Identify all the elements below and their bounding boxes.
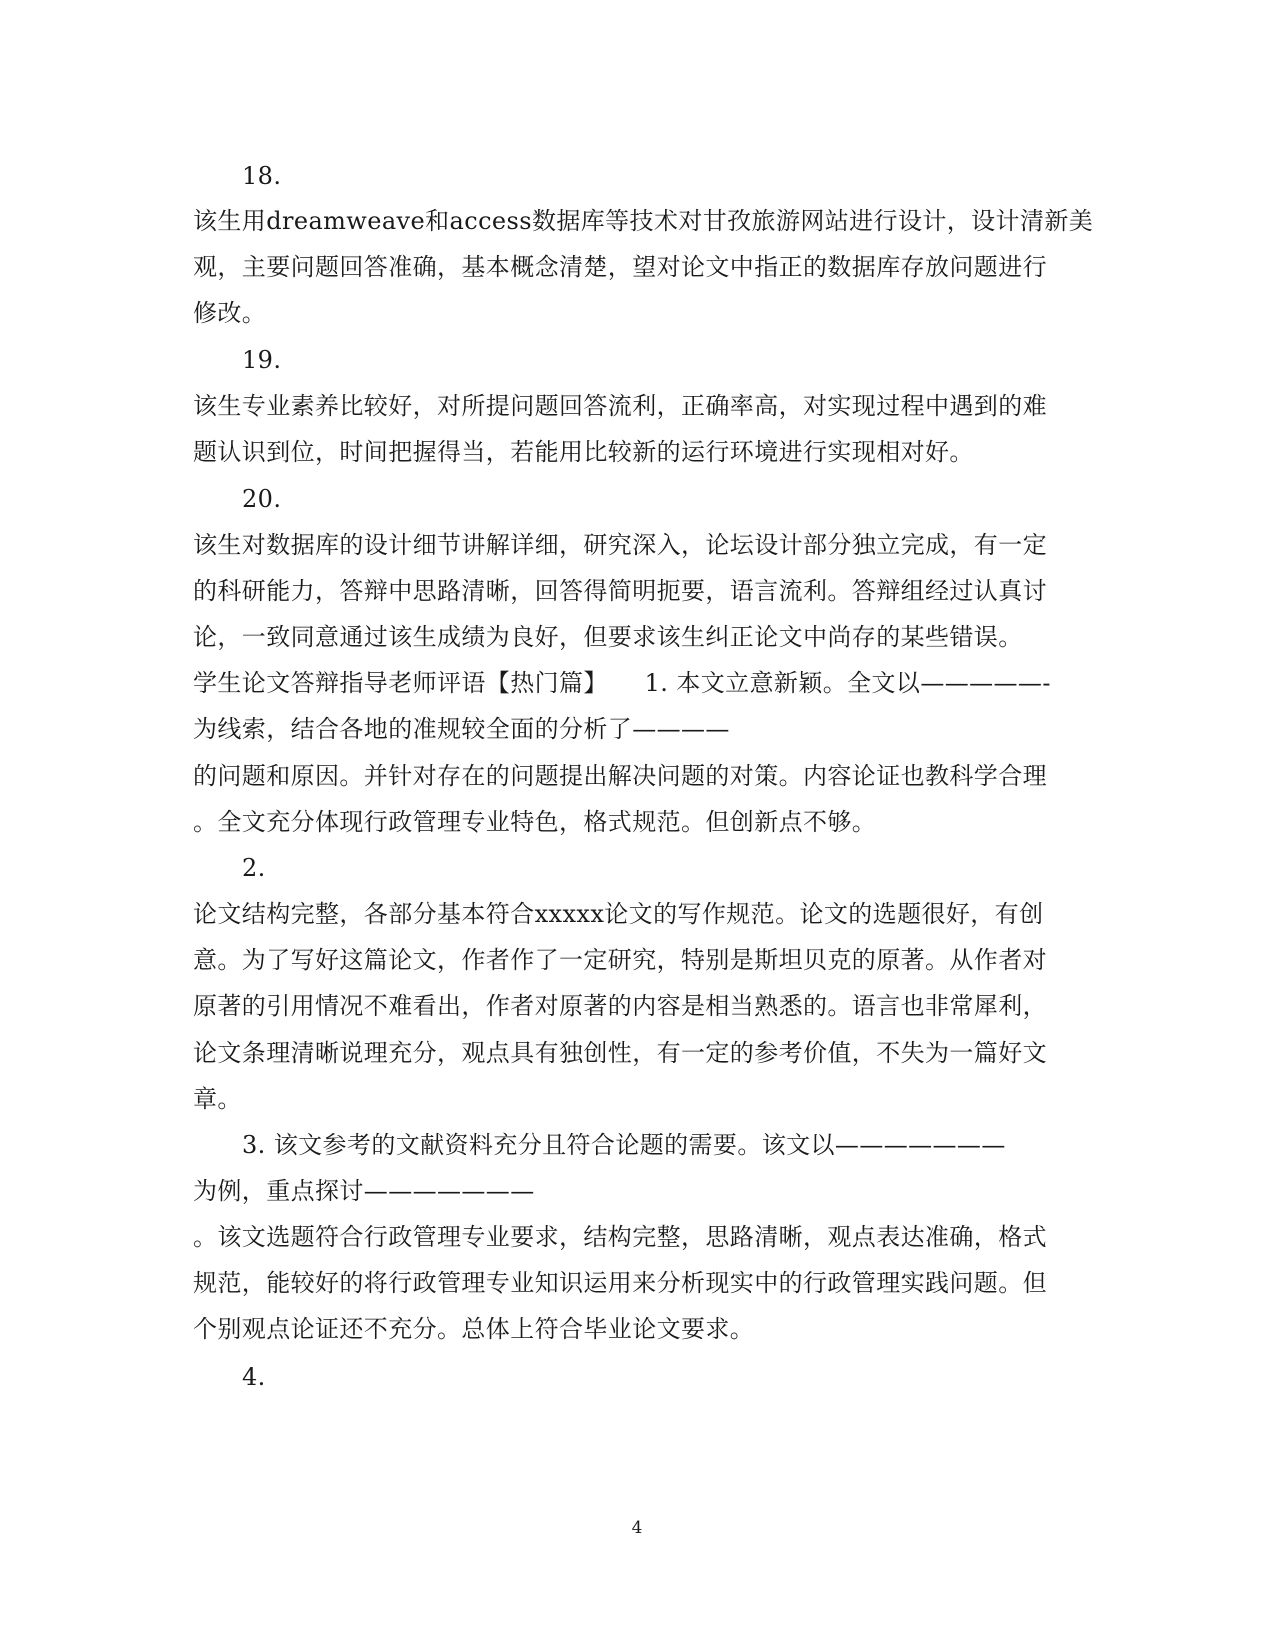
paragraph-line: 。全文充分体现行政管理专业特色，格式规范。但创新点不够。 bbox=[193, 808, 877, 836]
section-heading-line: 学生论文答辩指导老师评语【热门篇】 1. 本文立意新颖。全文以—————- bbox=[193, 669, 1051, 697]
paragraph-line: 论文结构完整，各部分基本符合xxxxx论文的写作规范。论文的选题很好，有创 bbox=[193, 900, 1044, 928]
paragraph-line: 意。为了写好这篇论文，作者作了一定研究，特别是斯坦贝克的原著。从作者对 bbox=[193, 946, 1047, 974]
item-number-20: 20. bbox=[242, 485, 282, 513]
paragraph-line: 修改。 bbox=[193, 299, 267, 327]
paragraph-line: 。该文选题符合行政管理专业要求，结构完整，思路清晰，观点表达准确，格式 bbox=[193, 1223, 1047, 1251]
item-3-line: 3. 该文参考的文献资料充分且符合论题的需要。该文以——————— bbox=[242, 1131, 1006, 1159]
paragraph-line: 个别观点论证还不充分。总体上符合毕业论文要求。 bbox=[193, 1315, 755, 1343]
paragraph-line: 该生用dreamweave和access数据库等技术对甘孜旅游网站进行设计，设计清新美 bbox=[193, 207, 1094, 235]
page-number: 4 bbox=[631, 1518, 643, 1538]
paragraph-line: 该生专业素养比较好，对所提问题回答流利，正确率高，对实现过程中遇到的难 bbox=[193, 392, 1047, 420]
paragraph-line: 规范，能较好的将行政管理专业知识运用来分析现实中的行政管理实践问题。但 bbox=[193, 1269, 1047, 1297]
paragraph-line: 原著的引用情况不难看出，作者对原著的内容是相当熟悉的。语言也非常犀利， bbox=[193, 992, 1047, 1020]
paragraph-line: 论，一致同意通过该生成绩为良好，但要求该生纠正论文中尚存的某些错误。 bbox=[193, 623, 1023, 651]
paragraph-line: 为线索，结合各地的准规较全面的分析了———— bbox=[193, 715, 730, 743]
item-number-18: 18. bbox=[242, 162, 282, 190]
item-number-19: 19. bbox=[242, 346, 282, 374]
paragraph-line: 观，主要问题回答准确，基本概念清楚，望对论文中指正的数据库存放问题进行 bbox=[193, 253, 1047, 281]
paragraph-line: 的问题和原因。并针对存在的问题提出解决问题的对策。内容论证也教科学合理 bbox=[193, 762, 1047, 790]
paragraph-line: 论文条理清晰说理充分，观点具有独创性，有一定的参考价值，不失为一篇好文 bbox=[193, 1039, 1047, 1067]
paragraph-line: 章。 bbox=[193, 1085, 242, 1113]
item-number-2: 2. bbox=[242, 854, 266, 882]
item-number-4: 4. bbox=[242, 1363, 266, 1391]
paragraph-line: 题认识到位，时间把握得当，若能用比较新的运行环境进行实现相对好。 bbox=[193, 438, 974, 466]
paragraph-line: 的科研能力，答辩中思路清晰，回答得简明扼要，语言流利。答辩组经过认真讨 bbox=[193, 577, 1047, 605]
paragraph-line: 为例，重点探讨——————— bbox=[193, 1177, 535, 1205]
paragraph-line: 该生对数据库的设计细节讲解详细，研究深入，论坛设计部分独立完成，有一定 bbox=[193, 531, 1047, 559]
